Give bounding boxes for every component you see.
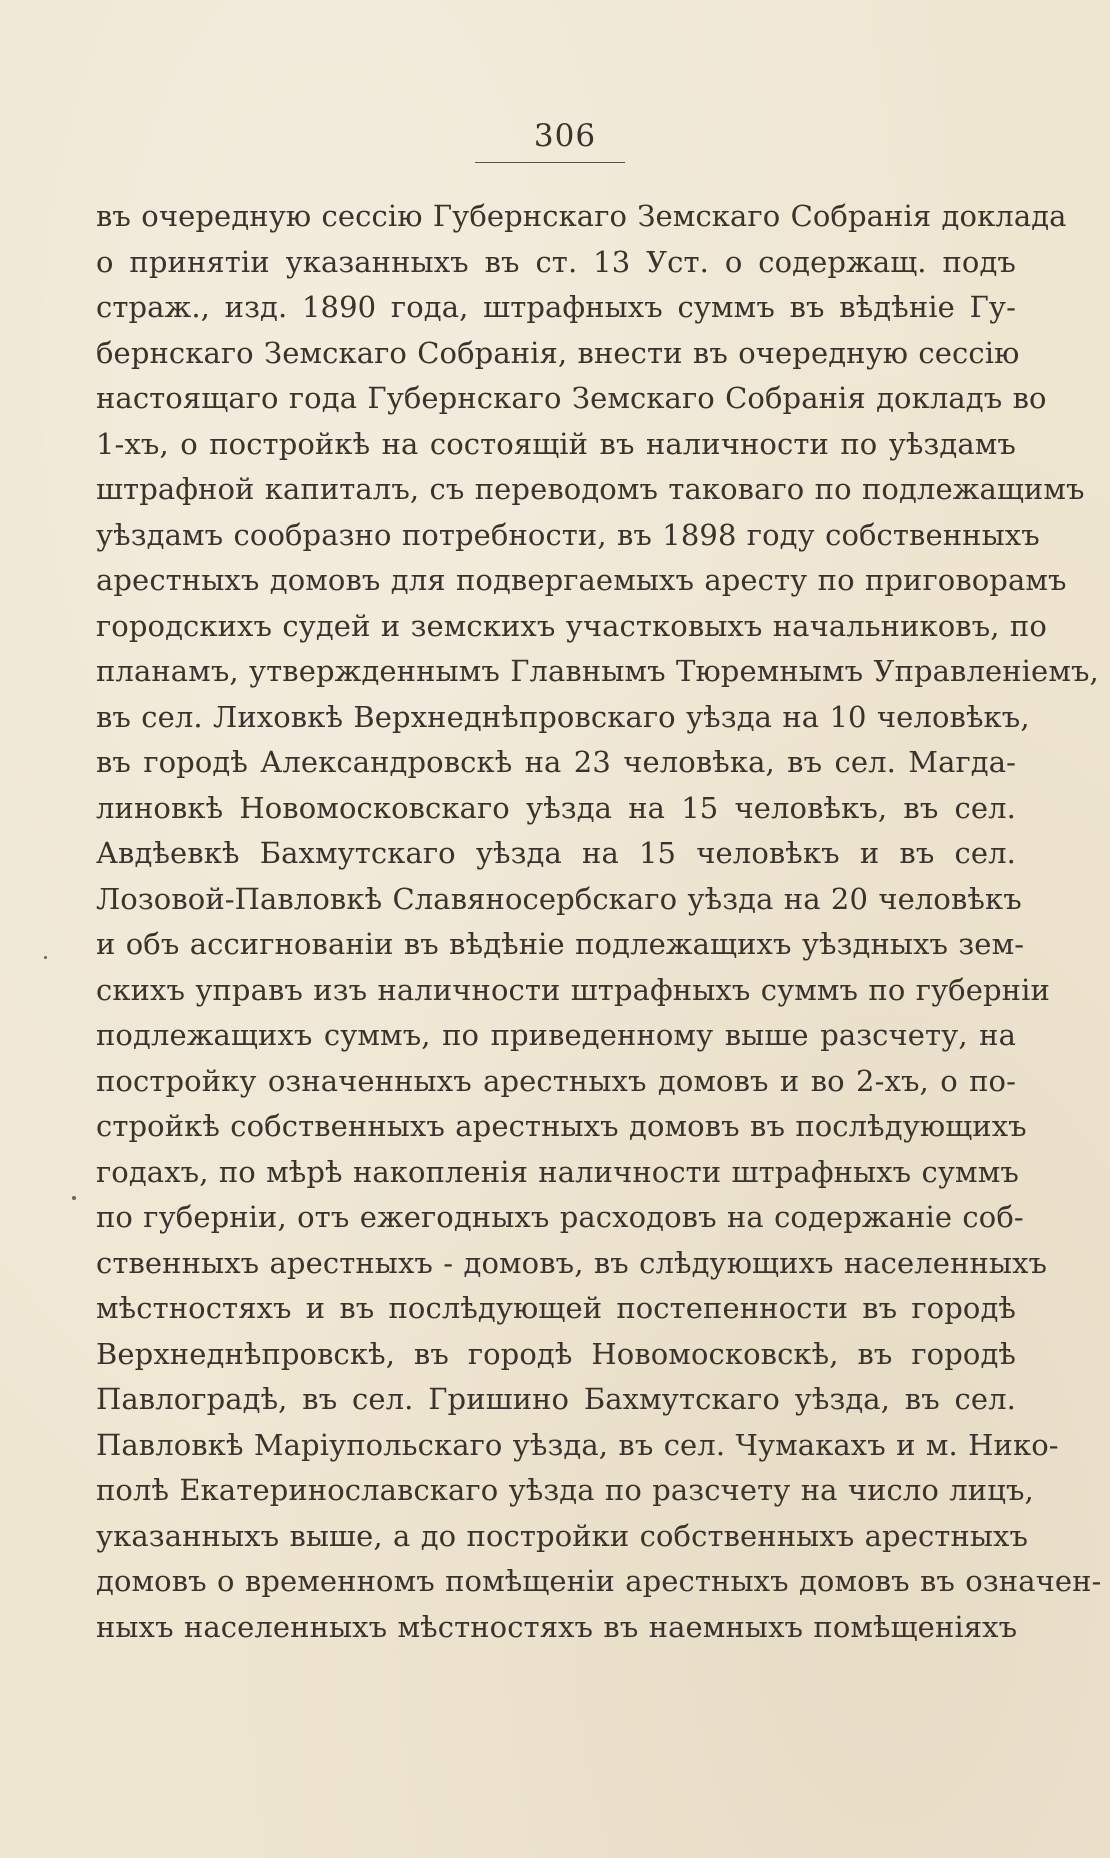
text-line: скихъ управъ изъ наличности штрафныхъ суммъ по губерніи	[96, 972, 1050, 1007]
text-line: планамъ, утвержденнымъ Главнымъ Тюремнымъ Управленіемъ,	[96, 654, 1099, 688]
text-line: арестныхъ домовъ для подвергаемыхъ аресту по приговорамъ	[96, 563, 1067, 597]
text-line: уѣздамъ сообразно потребности, въ 1898 году собственныхъ	[96, 517, 1040, 552]
text-line: ныхъ населенныхъ мѣстностяхъ въ наемныхъ помѣщеніяхъ	[96, 1609, 1018, 1644]
text-line: въ городѣ Александровскѣ на 23 человѣка, въ сел. Магда-	[96, 745, 1016, 779]
text-line: подлежащихъ суммъ, по приведенному выше разсчету, на	[96, 1018, 1016, 1052]
text-line: мѣстностяхъ и въ послѣдующей постепенности въ городѣ	[96, 1291, 1016, 1325]
text-line: Павлоградѣ, въ сел. Гришино Бахмутскаго уѣзда, въ сел.	[96, 1382, 1016, 1416]
text-line: указанныхъ выше, а до постройки собственныхъ арестныхъ	[96, 1518, 1029, 1553]
text-line: годахъ, по мѣрѣ накопленія наличности штрафныхъ суммъ	[96, 1154, 1019, 1189]
text-line: постройку означенныхъ арестныхъ домовъ и во 2-хъ, о по-	[96, 1063, 1016, 1098]
text-line: по губерніи, отъ ежегодныхъ расходовъ на содержаніе соб-	[96, 1200, 1024, 1234]
page-number-rule	[475, 162, 625, 163]
text-line: Верхнеднѣпровскѣ, въ городѣ Новомосковскѣ, въ городѣ	[96, 1336, 1016, 1371]
text-line: линовкѣ Новомосковскаго уѣзда на 15 человѣкъ, въ сел.	[96, 790, 1016, 825]
text-line: и объ ассигнованіи въ вѣдѣніе подлежащихъ уѣздныхъ зем-	[96, 927, 1025, 961]
text-line: бернскаго Земскаго Собранія, внести въ очередную сессію	[96, 335, 1020, 370]
text-line: Лозовой-Павловкѣ Славяносербскаго уѣзда на 20 человѣкъ	[96, 881, 1022, 916]
text-line: домовъ о временномъ помѣщеніи арестныхъ домовъ въ означен-	[96, 1564, 1102, 1598]
text-line: городскихъ судей и земскихъ участковыхъ начальниковъ, по	[96, 608, 1047, 643]
text-line: Авдѣевкѣ Бахмутскаго уѣзда на 15 человѣкъ и въ сел.	[96, 836, 1016, 870]
text-line: Павловкѣ Маріупольскаго уѣзда, въ сел. Чумакахъ и м. Нико-	[96, 1427, 1059, 1462]
page-number: 306	[533, 118, 597, 154]
paper-speck	[44, 956, 47, 959]
text-line: страж., изд. 1890 года, штрафныхъ суммъ въ вѣдѣніе Гу-	[96, 290, 1016, 324]
text-line: 1-хъ, о постройкѣ на состоящій въ наличности по уѣздамъ	[96, 426, 1016, 461]
paper-speck	[72, 1196, 76, 1200]
text-line: стройкѣ собственныхъ арестныхъ домовъ въ послѣдующихъ	[96, 1109, 1027, 1143]
text-line: ственныхъ арестныхъ - домовъ, въ слѣдующихъ населенныхъ	[96, 1245, 1048, 1280]
text-line: о принятіи указанныхъ въ ст. 13 Уст. о содержащ. подъ	[96, 244, 1016, 279]
text-line: въ очередную сессію Губернскаго Земскаго Собранія доклада	[96, 199, 1067, 233]
text-line: штрафной капиталъ, съ переводомъ таковаго по подлежащимъ	[96, 472, 1085, 506]
text-line: полѣ Екатеринославскаго уѣзда по разсчету на число лицъ,	[96, 1473, 1034, 1507]
text-line: въ сел. Лиховкѣ Верхнеднѣпровскаго уѣзда на 10 человѣкъ,	[96, 699, 1030, 734]
text-line: настоящаго года Губернскаго Земскаго Собранія докладъ во	[96, 381, 1047, 415]
body-text	[96, 194, 1102, 1650]
